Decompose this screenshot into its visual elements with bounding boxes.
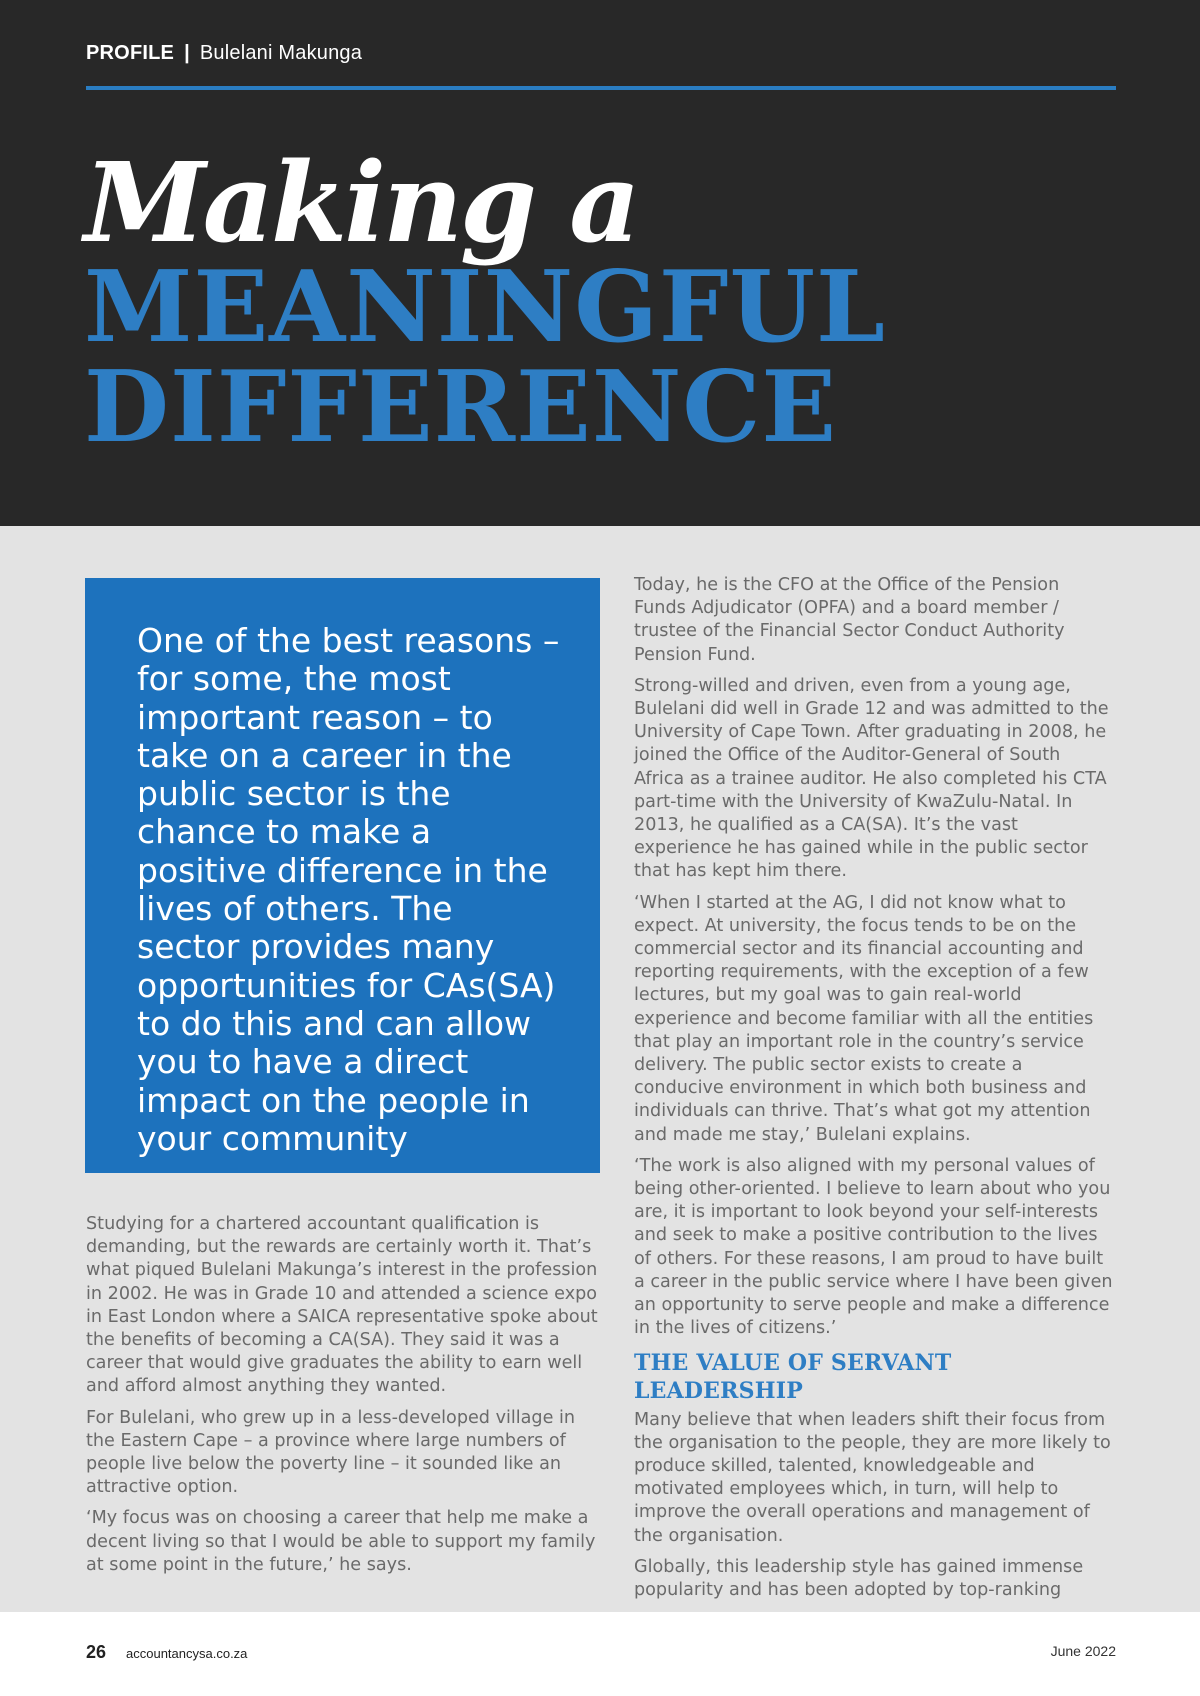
title-line-3: DIFFERENCE	[84, 350, 838, 465]
body-paragraph: Many believe that when leaders shift their focus from the organisation to the people, they are more likely to produce skilled, talented, knowledgeable and motivated employees which, in turn, will help to improve the overall operations and management of the organisation.	[634, 1409, 1111, 1546]
section-subheading: THE VALUE OF SERVANT LEADERSHIP	[634, 1349, 952, 1404]
title-line-2: MEANINGFUL	[84, 250, 886, 365]
article-column-left	[86, 1213, 606, 1585]
issue-date: June 2022	[1050, 1643, 1116, 1659]
header-divider	[86, 86, 1116, 90]
body-paragraph: Studying for a chartered accountant qualification is demanding, but the rewards are certainly worth it. That’s what piqued Bulelani Makunga’s interest in the profession in 2002. He was in Grade 10 and attended a science expo in East London where a SAICA representative spoke about the benefits of becoming a CA(SA). They said it was a career that would give graduates the ability to earn well and afford almost anything they wanted.	[86, 1214, 598, 1397]
title-line-1: Making a	[84, 138, 638, 267]
section-separator: |	[184, 42, 190, 64]
website-link[interactable]: accountancysa.co.za	[126, 1646, 248, 1661]
section-label	[86, 42, 362, 65]
article-column-right	[634, 574, 1116, 1610]
article-header	[0, 0, 1200, 526]
section-tag: PROFILE	[86, 42, 175, 64]
body-paragraph: Strong-willed and driven, even from a young age, Bulelani did well in Grade 12 and was admitted to the University of Cape Town. After graduating in 2008, he joined the Office of the Auditor-General of South Africa as a trainee auditor. He also completed his CTA part-time with the University of KwaZulu-Natal. In 2013, he qualified as a CA(SA). It’s the vast experience he has gained while in the public sector that has kept him there.	[634, 675, 1109, 882]
body-paragraph: ‘My focus was on choosing a career that help me make a decent living so that I would be able to support my family at some point in the future,’ he says.	[86, 1508, 596, 1575]
body-paragraph: ‘The work is also aligned with my personal values of being other-oriented. I believe to learn about who you are, it is important to look beyond your self-interests and seek to make a positive contribution to the lives of others. For these reasons, I am proud to have built a career in the public service where I have been given an opportunity to serve people and make a difference in the lives of citizens.’	[634, 1155, 1113, 1339]
page-footer	[0, 1612, 1200, 1696]
pull-quote-box	[85, 578, 600, 1173]
profile-name: Bulelani Makunga	[199, 42, 363, 64]
body-paragraph: For Bulelani, who grew up in a less-developed village in the Eastern Cape – a province where large numbers of people live below the poverty line – it sounded like an attractive option.	[86, 1407, 576, 1498]
body-paragraph: Today, he is the CFO at the Office of the Pension Funds Adjudicator (OPFA) and a board member / trustee of the Financial Sector Conduct Authority Pension Fund.	[634, 575, 1065, 665]
page-number: 26	[86, 1642, 107, 1662]
body-paragraph: Globally, this leadership style has gained immense popularity and has been adopted by top-ranking	[634, 1556, 1084, 1600]
body-paragraph: ‘When I started at the AG, I did not know what to expect. At university, the focus tends to be on the commercial sector and its financial accounting and reporting requirements, with the exception of a few lectures, but my goal was to gain real-world experience and become familiar with all the entities that play an important role in the country’s service delivery. The public sector exists to create a conducive environment in which both business and individuals can thrive. That’s what got my attention and made me stay,’ Bulelani explains.	[634, 892, 1094, 1145]
pull-quote-text: One of the best reasons – for some, the most important reason – to take on a career in the public sector is the chance to make a positive difference in the lives of others. The sector provides many opportunities for CAs(SA) to do this and can allow you to have a direct impact on the people in your community	[137, 621, 560, 1158]
